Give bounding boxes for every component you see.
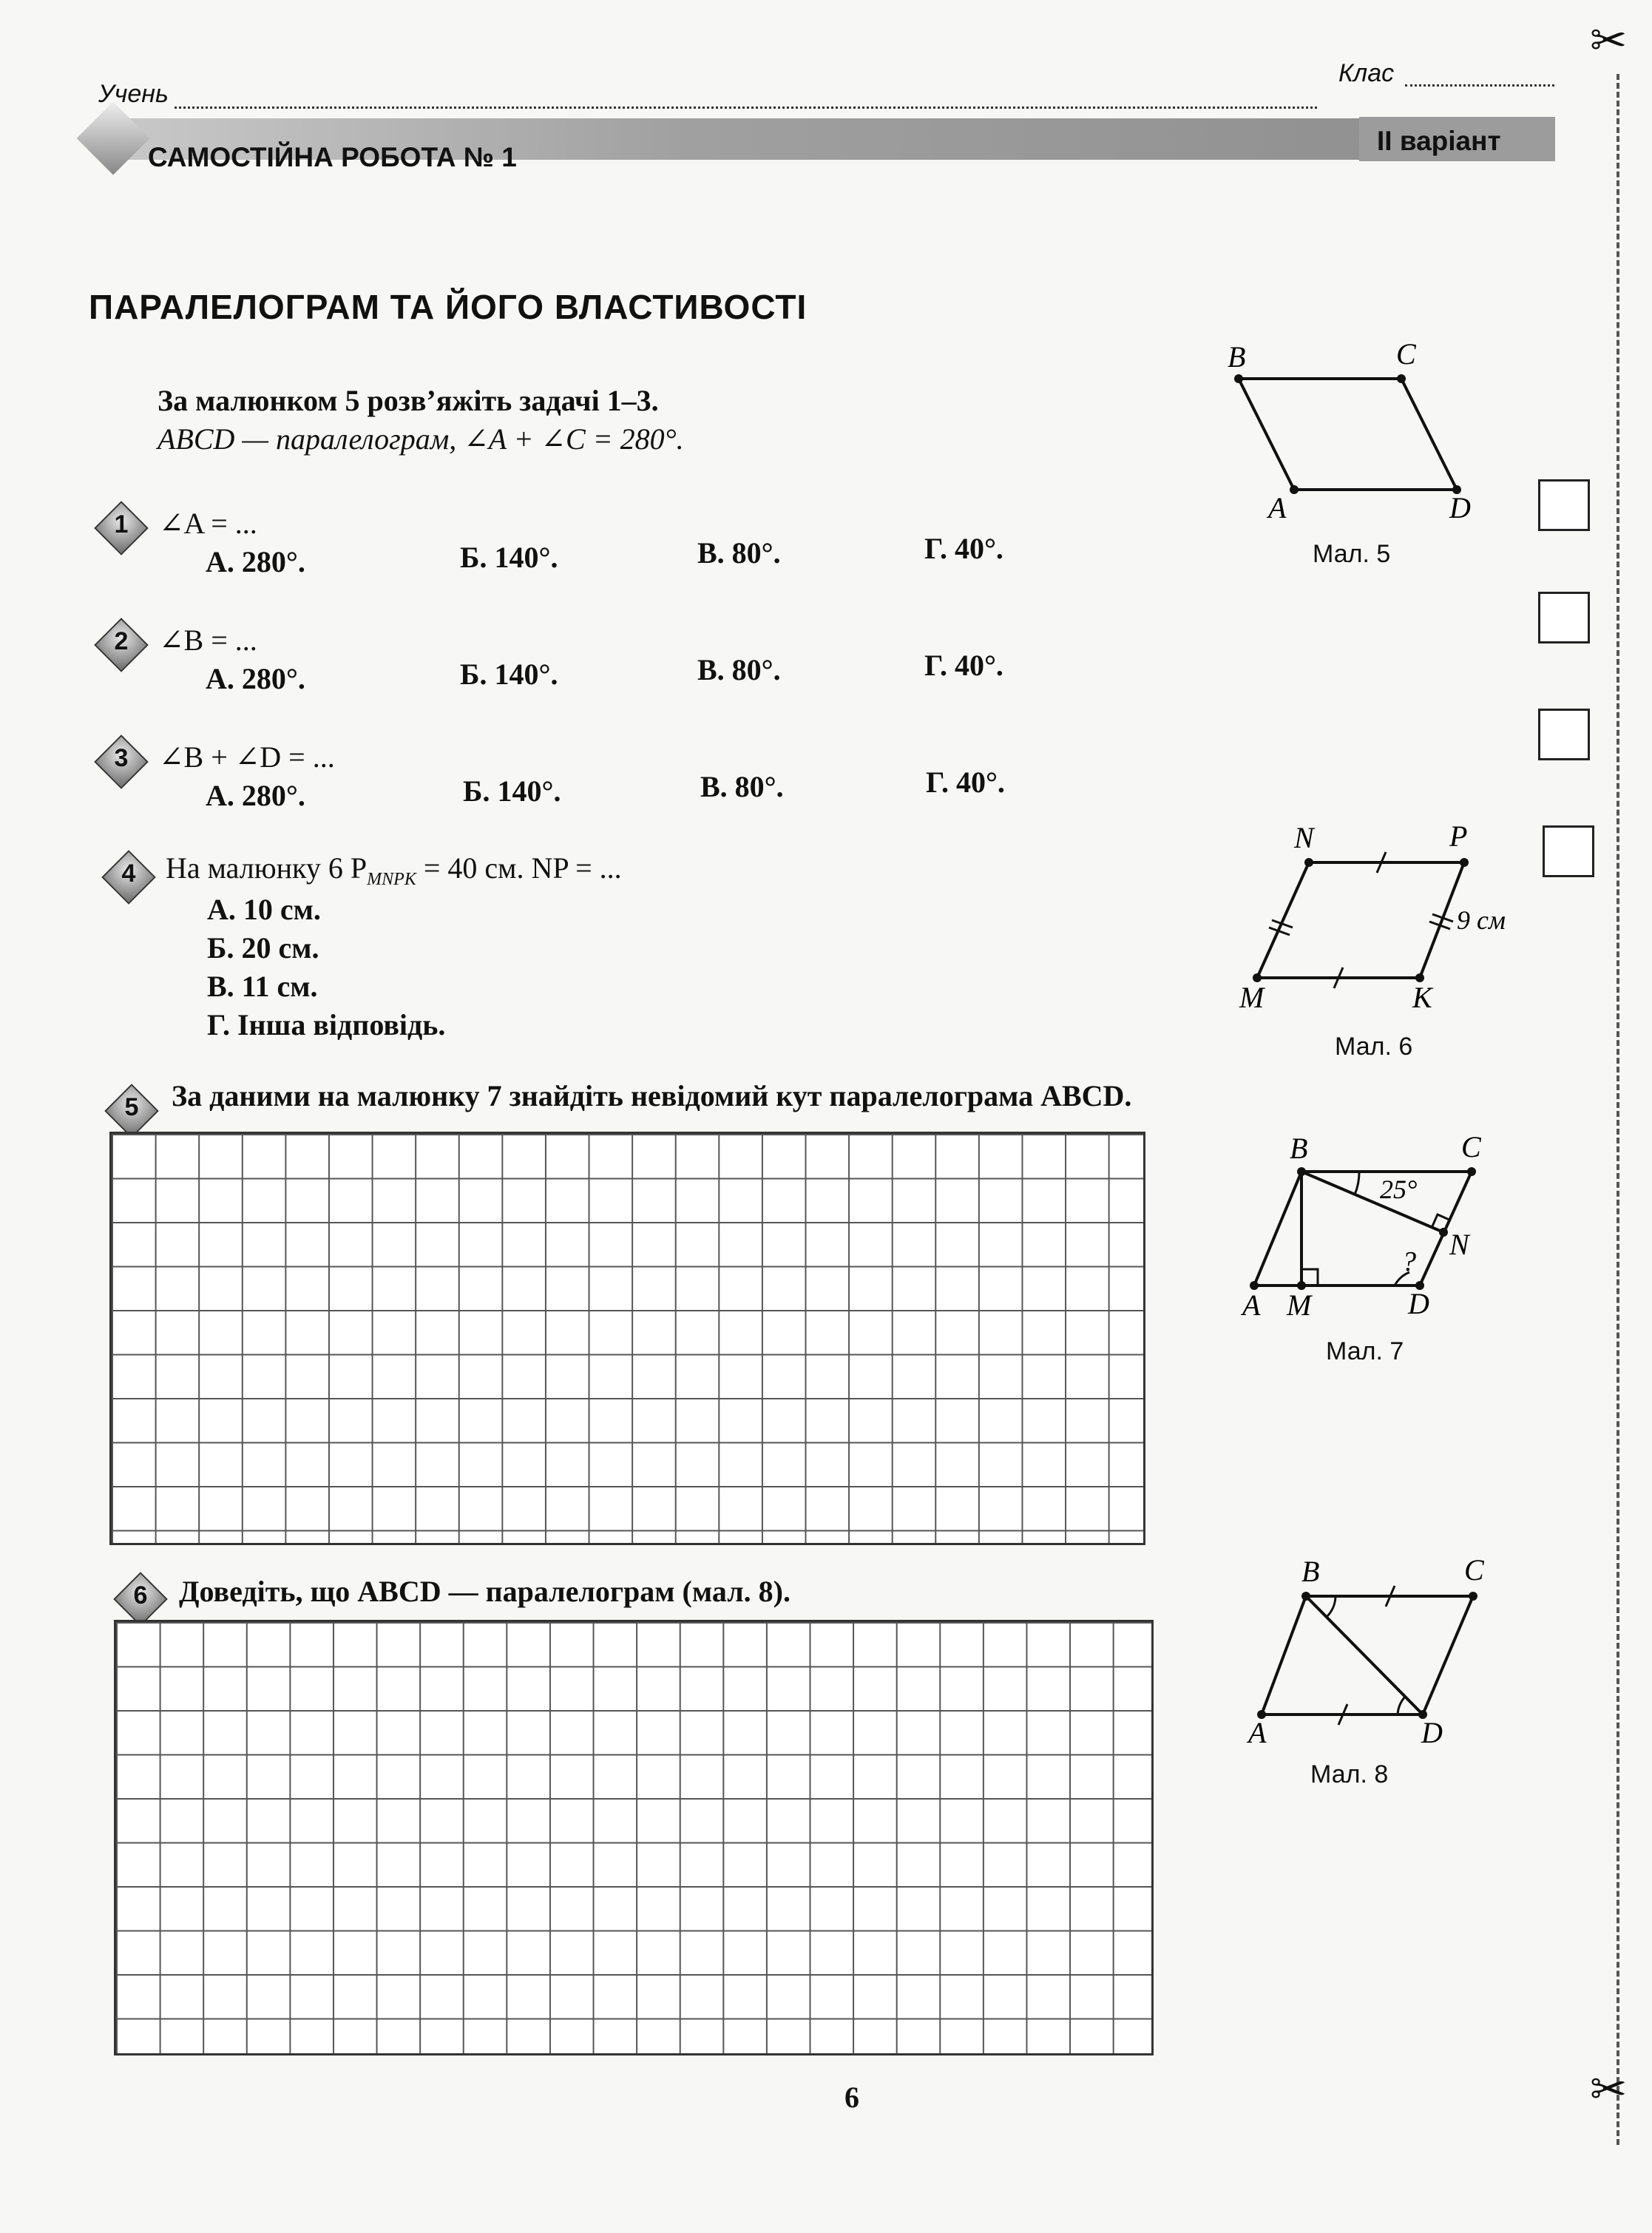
student-name-line[interactable] (175, 107, 1317, 109)
q4-option-a[interactable]: А. 10 см. (207, 893, 321, 926)
q3-option-d[interactable]: Г. 40°. (926, 766, 1005, 799)
q1-option-b[interactable]: Б. 140°. (460, 541, 558, 574)
question-6-number: 6 (133, 1581, 148, 1609)
work-title: САМОСТІЙНА РОБОТА № 1 (148, 142, 517, 172)
answer-box-1[interactable] (1538, 479, 1590, 531)
fig5-label-a: A (1268, 491, 1287, 524)
class-label: Клас (1338, 59, 1395, 87)
answer-box-3[interactable] (1538, 709, 1590, 760)
figure-7 (1228, 1124, 1538, 1339)
question-4-text-pre: На малюнку 6 P (166, 851, 368, 885)
question-1-text: ∠A = ... (159, 507, 257, 540)
page-number: 6 (844, 2081, 859, 2114)
fig7-label-b: B (1290, 1132, 1308, 1165)
fig6-label-m: M (1239, 981, 1265, 1014)
student-label: Учень (98, 80, 169, 108)
q2-option-a[interactable]: А. 280°. (206, 662, 305, 695)
fig5-parallelogram (1239, 379, 1457, 490)
cut-line (1617, 74, 1619, 2145)
fig5-label-c: C (1396, 337, 1416, 371)
question-1-number: 1 (114, 510, 129, 538)
q3-option-a[interactable]: А. 280°. (206, 779, 305, 812)
fig8-label-a: A (1248, 1716, 1267, 1749)
figure-8 (1228, 1546, 1538, 1760)
question-2-text: ∠B = ... (159, 624, 257, 657)
question-5-number: 5 (124, 1093, 139, 1121)
fig5-label-d: D (1449, 491, 1471, 524)
variant-label: ІІ варіант (1377, 126, 1501, 156)
fig7-label-m: M (1287, 1288, 1312, 1322)
scissors-icon: ✂ (1590, 16, 1628, 65)
fig6-parallelogram (1257, 862, 1464, 978)
fig8-label-d: D (1421, 1716, 1443, 1749)
answer-grid-6[interactable] (114, 1620, 1154, 2055)
fig7-label-n: N (1449, 1228, 1469, 1261)
banner-diamond-icon (77, 102, 150, 175)
question-3-number: 3 (114, 744, 129, 772)
figure-5 (1213, 325, 1509, 547)
fig7-parallelogram (1254, 1172, 1472, 1286)
fig5-label-b: B (1228, 340, 1246, 374)
fig6-label-k: K (1412, 981, 1432, 1014)
q3-option-b[interactable]: Б. 140°. (463, 774, 561, 808)
fig8-label-b: B (1301, 1555, 1320, 1588)
q2-option-d[interactable]: Г. 40°. (924, 649, 1003, 682)
intro-line-2: ABCD — паралелограм, ∠A + ∠C = 280°. (158, 422, 684, 456)
question-5-text: За даними на малюнку 7 знайдіть невідомий кут паралелограма ABCD. (172, 1079, 1132, 1112)
question-4-text-sub: MNPK (367, 870, 416, 889)
fig7-label-a: A (1242, 1288, 1261, 1322)
q4-option-c[interactable]: В. 11 см. (207, 970, 318, 1003)
fig6-label-p: P (1449, 820, 1468, 853)
fig8-label-c: C (1464, 1553, 1484, 1587)
question-4-number: 4 (121, 859, 136, 888)
q2-option-b[interactable]: Б. 140°. (460, 658, 558, 691)
q1-option-c[interactable]: В. 80°. (697, 536, 781, 570)
intro-line-1: За малюнком 5 розв’яжіть задачі 1–3. (158, 384, 659, 417)
page-title: ПАРАЛЕЛОГРАМ ТА ЙОГО ВЛАСТИВОСТІ (89, 288, 808, 326)
figure-6 (1228, 814, 1538, 1036)
q3-option-c[interactable]: В. 80°. (700, 770, 784, 803)
fig6-label-n: N (1294, 821, 1314, 854)
fig7-label-c: C (1461, 1130, 1481, 1163)
scissors-icon: ✂ (1590, 2065, 1628, 2114)
class-line[interactable] (1405, 84, 1554, 87)
fig6-caption: Мал. 6 (1335, 1033, 1413, 1061)
q1-option-d[interactable]: Г. 40°. (924, 532, 1003, 565)
question-2-number: 2 (114, 627, 129, 655)
fig8-parallelogram (1262, 1596, 1473, 1715)
fig8-caption: Мал. 8 (1310, 1760, 1389, 1788)
q1-option-a[interactable]: А. 280°. (206, 545, 305, 578)
question-6-text: Доведіть, що ABCD — паралелограм (мал. 8). (179, 1575, 791, 1608)
q4-option-b[interactable]: Б. 20 см. (207, 931, 319, 965)
fig7-unknown-label: ? (1402, 1246, 1416, 1277)
answer-box-2[interactable] (1538, 592, 1590, 643)
fig7-angle-label: 25° (1380, 1175, 1418, 1204)
question-3-text: ∠B + ∠D = ... (159, 740, 335, 774)
fig7-label-d: D (1408, 1287, 1429, 1320)
q4-option-d[interactable]: Г. Інша відповідь. (207, 1008, 446, 1041)
fig7-caption: Мал. 7 (1326, 1337, 1404, 1365)
question-4-text-post: = 40 см. NP = ... (416, 851, 622, 885)
fig5-caption: Мал. 5 (1313, 540, 1391, 568)
q2-option-c[interactable]: В. 80°. (697, 653, 781, 686)
fig6-side-label: 9 см (1457, 905, 1506, 935)
answer-grid-5[interactable] (109, 1132, 1145, 1545)
question-4-text (166, 851, 622, 890)
answer-box-4[interactable] (1543, 825, 1594, 877)
